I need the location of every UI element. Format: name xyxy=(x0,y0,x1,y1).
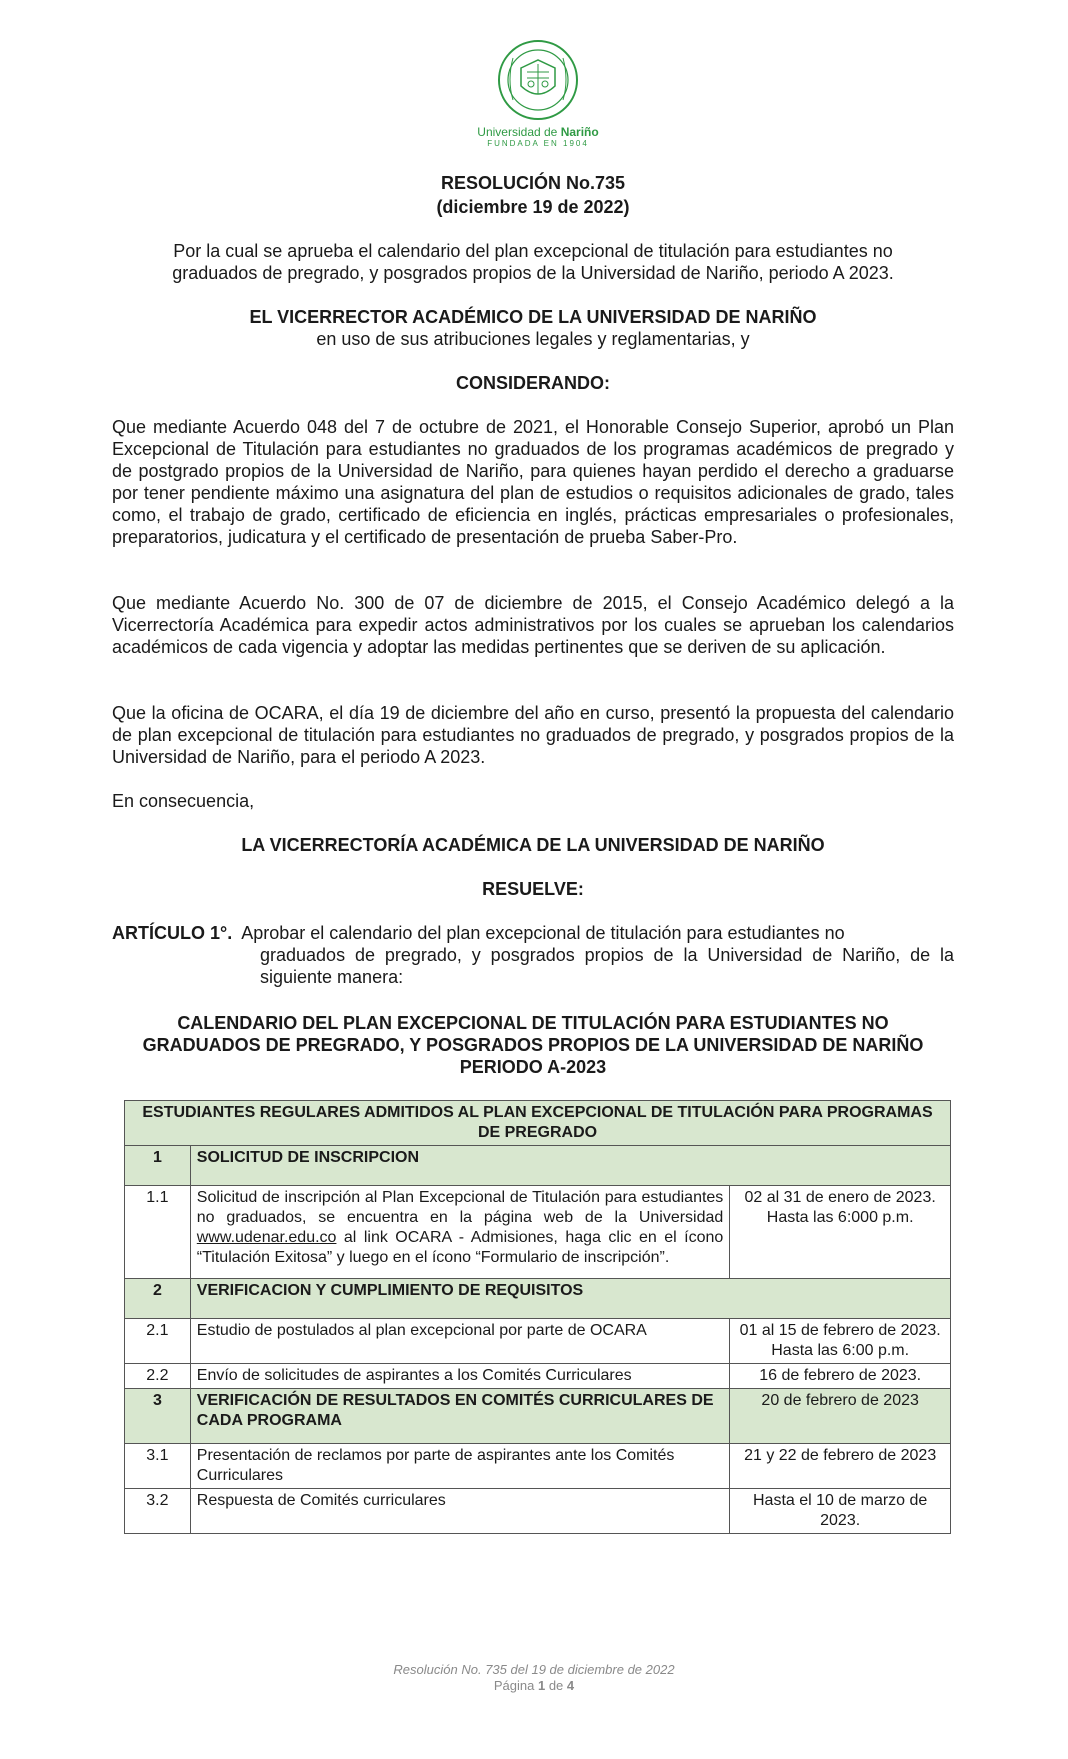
calendar-title-line2: GRADUADOS DE PREGRADO, Y POSGRADOS PROPIOS DE LA UNIVERSIDAD DE NARIÑO xyxy=(142,1035,924,1055)
section-number: 3 xyxy=(125,1389,191,1444)
article-text-continued: graduados de pregrado, y posgrados propios de la Universidad de Nariño, de la siguiente manera: xyxy=(260,945,954,987)
table-header: ESTUDIANTES REGULARES ADMITIDOS AL PLAN EXCEPCIONAL DE TITULACIÓN PARA PROGRAMAS DE PREGRADO xyxy=(125,1101,951,1146)
row-description: Respuesta de Comités curriculares xyxy=(190,1489,730,1534)
section-title: VERIFICACION Y CUMPLIMIENTO DE REQUISITOS xyxy=(190,1279,950,1319)
row-date: Hasta el 10 de marzo de 2023. xyxy=(730,1489,951,1534)
logo-university-name: Universidad de Nariño xyxy=(477,125,599,139)
calendar-table xyxy=(124,1100,951,1534)
row-description: Envío de solicitudes de aspirantes a los Comités Curriculares xyxy=(190,1364,730,1389)
resolution-title: RESOLUCIÓN No.735 xyxy=(440,173,626,193)
table-row-2-1 xyxy=(125,1319,951,1364)
article-label: ARTÍCULO 1°. xyxy=(112,923,233,943)
section-row-1 xyxy=(125,1146,951,1186)
row-number: 3.1 xyxy=(125,1444,191,1489)
row-number: 3.2 xyxy=(125,1489,191,1534)
resolution-purpose: Por la cual se aprueba el calendario del plan excepcional de titulación para estudiantes no graduados de pregrado, y posgrados propios de la Universidad de Nariño, periodo A 2023. xyxy=(172,241,894,283)
row-date: 01 al 15 de febrero de 2023. Hasta las 6:00 p.m. xyxy=(730,1319,951,1364)
footer-page-number: Página 1 de 4 xyxy=(493,1678,575,1693)
calendar-title-line1: CALENDARIO DEL PLAN EXCEPCIONAL DE TITULACIÓN PARA ESTUDIANTES NO xyxy=(177,1013,889,1033)
row-number: 2.2 xyxy=(125,1364,191,1389)
table-row-1-1 xyxy=(125,1186,951,1279)
section-row-2 xyxy=(125,1279,951,1319)
resolution-date: (diciembre 19 de 2022) xyxy=(436,197,630,217)
article-text-line1: Aprobar el calendario del plan excepcional de titulación para estudiantes no xyxy=(241,923,845,943)
udenar-link[interactable]: www.udenar.edu.co xyxy=(196,1229,337,1246)
calendar-title-line3: PERIODO A-2023 xyxy=(459,1057,607,1077)
authority-title: EL VICERRECTOR ACADÉMICO DE LA UNIVERSIDAD DE NARIÑO xyxy=(249,307,817,327)
row-description: Solicitud de inscripción al Plan Excepcional de Titulación para estudiantes no graduados, se encuentra en la página web de la Universidad www.udenar.edu.co al link OCARA - Admisiones, haga clic en el ícono “Titulación Exitosa” y luego en el ícono “Formulario de inscripción”. xyxy=(190,1186,730,1279)
section-number: 2 xyxy=(125,1279,191,1319)
consecuencia-text: En consecuencia, xyxy=(112,791,255,811)
row-description: Estudio de postulados al plan excepcional por parte de OCARA xyxy=(190,1319,730,1364)
section-title: VERIFICACIÓN DE RESULTADOS EN COMITÉS CURRICULARES DE CADA PROGRAMA xyxy=(190,1389,730,1444)
table-row-3-2 xyxy=(125,1489,951,1534)
row-description: Presentación de reclamos por parte de aspirantes ante los Comités Curriculares xyxy=(190,1444,730,1489)
considerando-heading: CONSIDERANDO: xyxy=(455,373,610,393)
resuelve-body: LA VICERRECTORÍA ACADÉMICA DE LA UNIVERSIDAD DE NARIÑO xyxy=(241,835,825,855)
row-date: 21 y 22 de febrero de 2023 xyxy=(730,1444,951,1489)
section-date: 20 de febrero de 2023 xyxy=(730,1389,951,1444)
logo-founded: FUNDADA EN 1904 xyxy=(487,139,589,148)
resuelve-heading: RESUELVE: xyxy=(482,879,584,899)
row-number: 2.1 xyxy=(125,1319,191,1364)
considerando-paragraph-1: Que mediante Acuerdo 048 del 7 de octubre de 2021, el Honorable Consejo Superior, aprobó un Plan Excepcional de Titulación para estudiantes no graduados de los programas académicos de pregrado y de postgrado propios de la Universidad de Nariño, para quienes hayan perdido el derecho a graduarse por tener pendiente máximo una asignatura del plan de estudios o requisitos adicionales de grado, tales como, el trabajo de grado, certificado de eficiencia en inglés, prácticas empresariales o profesionales, preparatorios, judicatura y el certificado de presentación de prueba Saber-Pro. xyxy=(112,417,954,547)
authority-subtitle: en uso de sus atribuciones legales y reglamentarias, y xyxy=(316,329,750,349)
table-row-3-1 xyxy=(125,1444,951,1489)
section-number: 1 xyxy=(125,1146,191,1186)
section-title: SOLICITUD DE INSCRIPCION xyxy=(190,1146,950,1186)
university-logo xyxy=(463,38,613,149)
footer-resolution: Resolución No. 735 del 19 de diciembre de 2022 xyxy=(393,1662,675,1677)
article-1 xyxy=(112,922,954,988)
considerando-paragraph-3: Que la oficina de OCARA, el día 19 de diciembre del año en curso, presentó la propuesta del calendario de plan excepcional de titulación para estudiantes no graduados de pregrado, y posgrados propios de la Universidad de Nariño, para el periodo A 2023. xyxy=(112,703,954,767)
table-row-2-2 xyxy=(125,1364,951,1389)
university-seal-icon xyxy=(493,38,583,122)
table-header-row xyxy=(125,1101,951,1146)
considerando-paragraph-2: Que mediante Acuerdo No. 300 de 07 de diciembre de 2015, el Consejo Académico delegó a la Vicerrectoría Académica para expedir actos administrativos por los cuales se aprueban los calendarios académicos de cada vigencia y adoptar las medidas pertinentes que se deriven de su aplicación. xyxy=(112,593,954,657)
section-row-3 xyxy=(125,1389,951,1444)
row-number: 1.1 xyxy=(125,1186,191,1279)
row-date: 16 de febrero de 2023. xyxy=(730,1364,951,1389)
row-date: 02 al 31 de enero de 2023. Hasta las 6:000 p.m. xyxy=(730,1186,951,1279)
